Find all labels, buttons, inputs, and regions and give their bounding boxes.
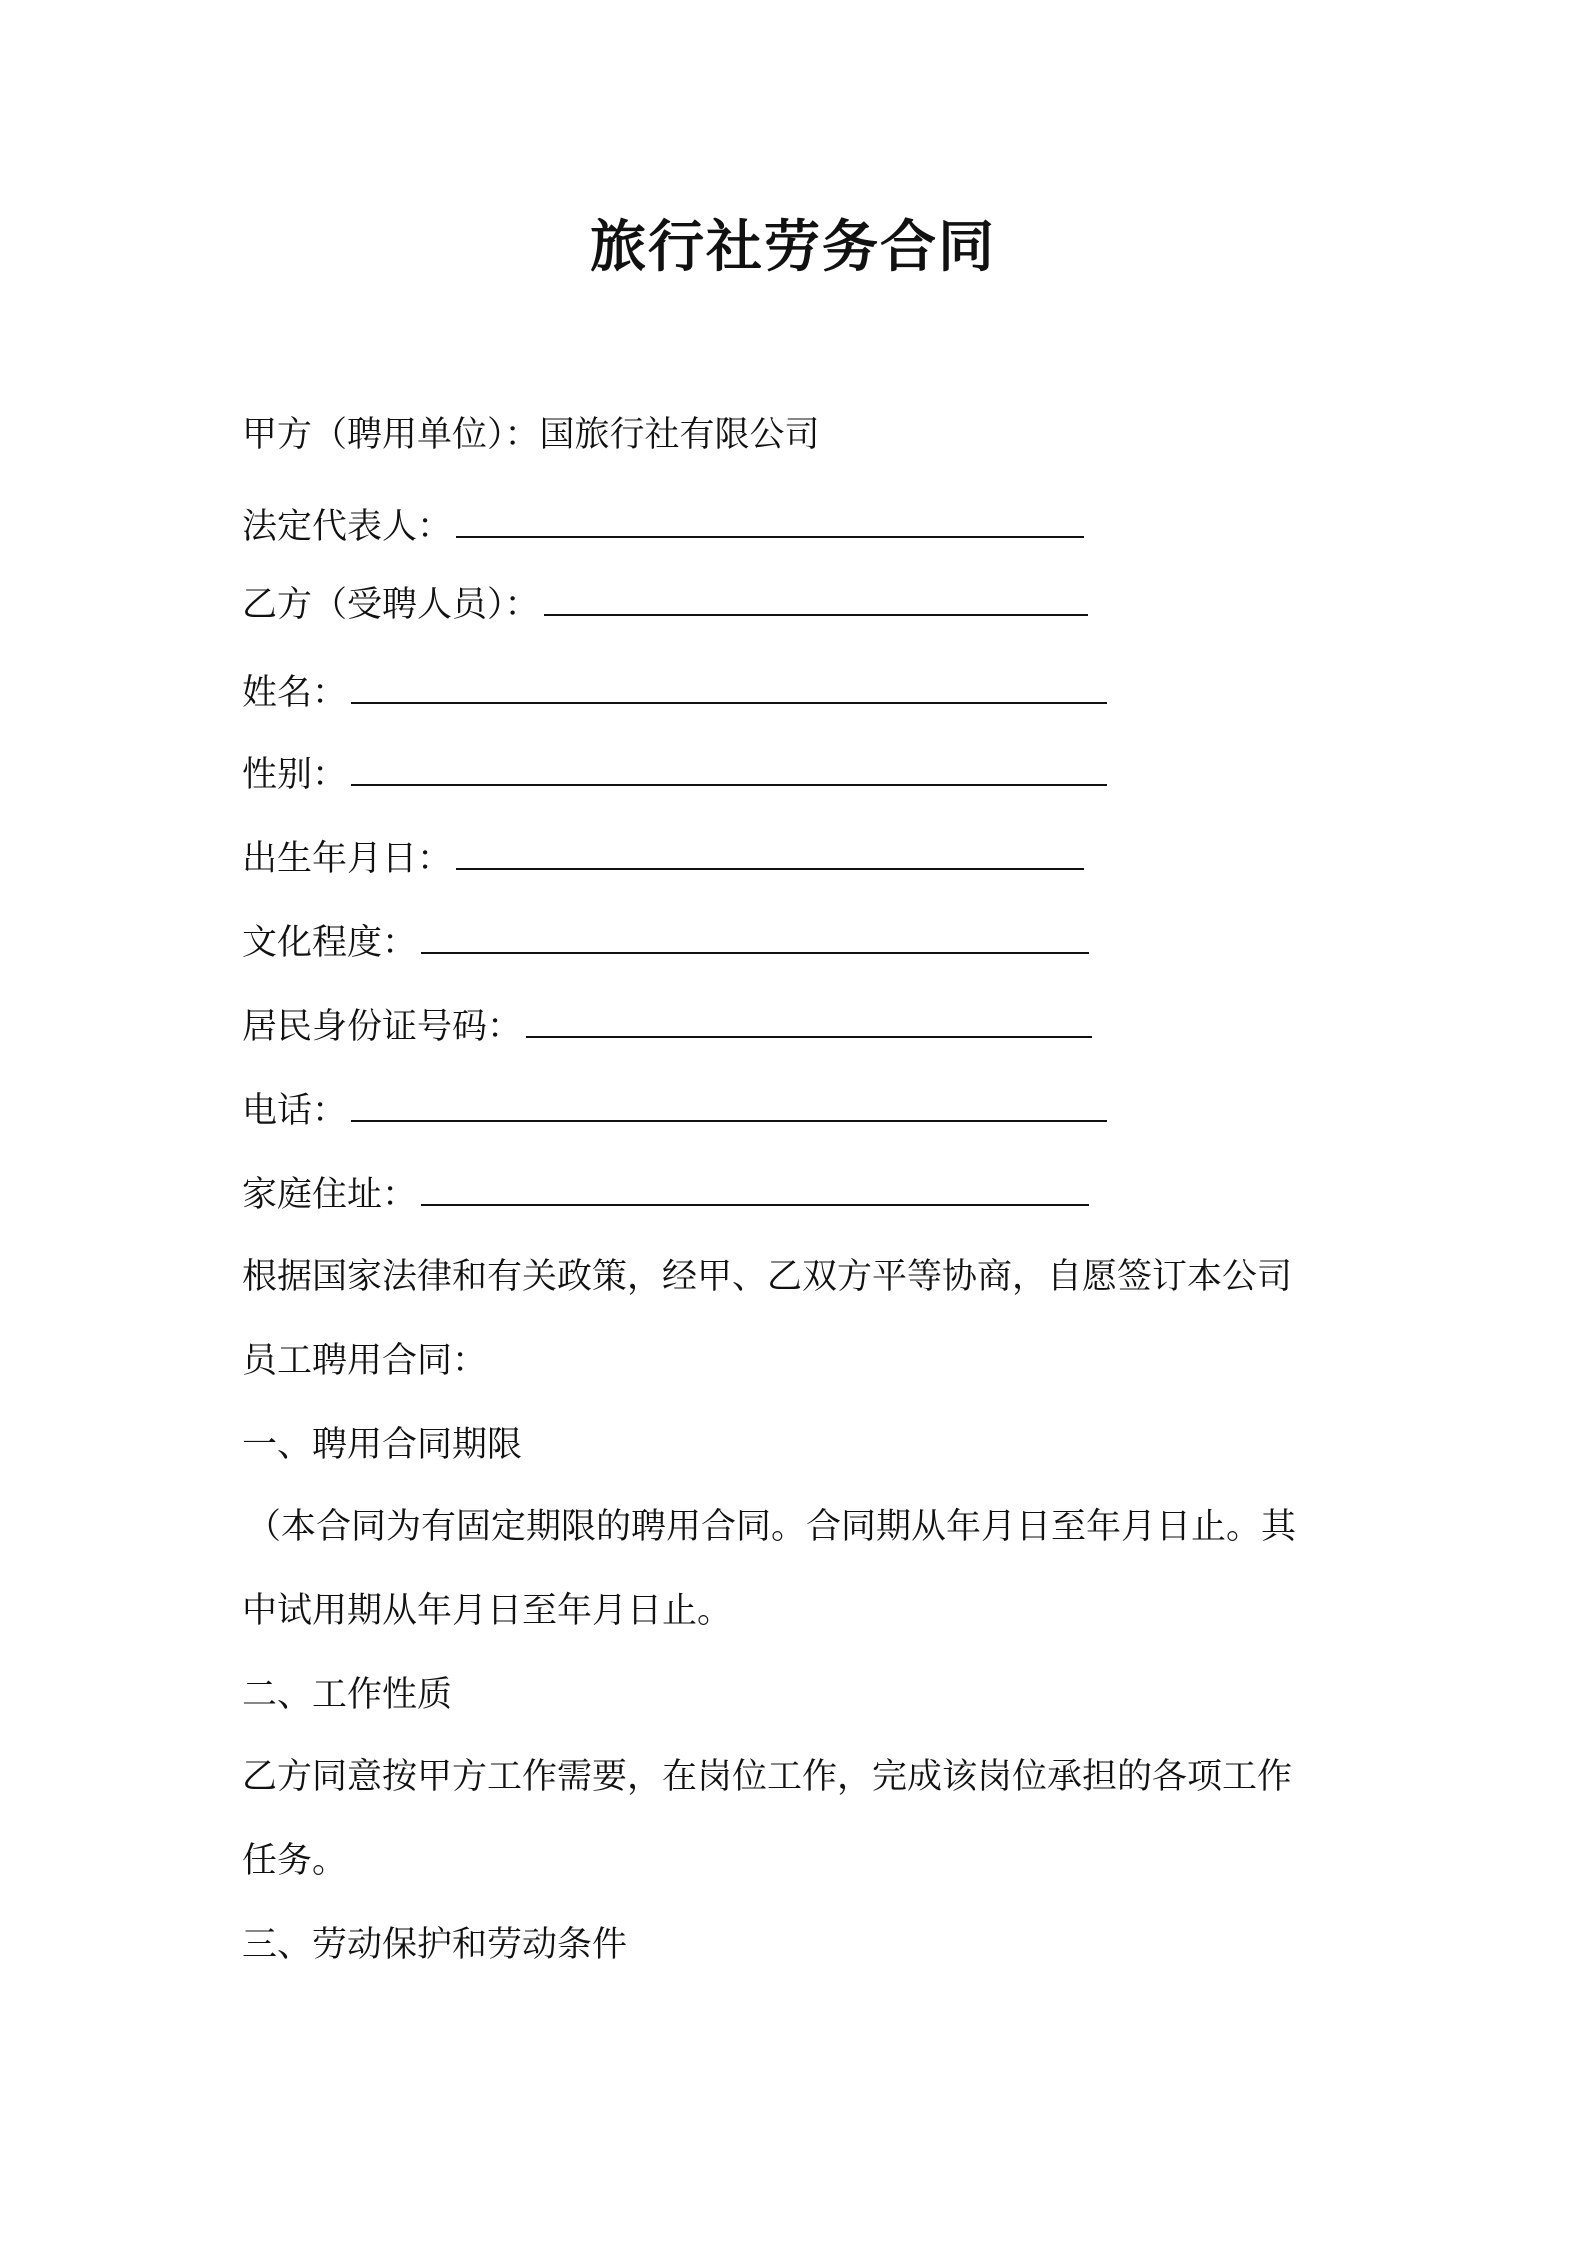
party-a-line: 甲方（聘用单位）：国旅行社有限公司: [242, 415, 820, 455]
document-title: 旅行社劳务合同: [590, 215, 996, 280]
field-education: [242, 918, 1089, 968]
section-1-paragraph-line-1: （本合同为有固定期限的聘用合同。合同期从年月日至年月日止。其: [246, 1507, 1297, 1547]
section-2-paragraph-line-2: 任务。: [242, 1841, 348, 1881]
section-1-paragraph-line-2: 中试用期从年月日至年月日止。: [242, 1591, 733, 1631]
field-label: 法定代表人：: [242, 507, 453, 547]
field-phone: [242, 1086, 1107, 1136]
fill-in-blank[interactable]: [544, 584, 1088, 616]
fill-in-blank[interactable]: [526, 1006, 1092, 1038]
section-2-paragraph-line-1: 乙方同意按甲方工作需要，在岗位工作，完成该岗位承担的各项工作: [242, 1757, 1293, 1797]
fill-in-blank[interactable]: [351, 1090, 1107, 1122]
fill-in-blank[interactable]: [456, 838, 1084, 870]
fill-in-blank[interactable]: [351, 754, 1107, 786]
intro-paragraph-line-1: 根据国家法律和有关政策，经甲、乙双方平等协商，自愿签订本公司: [242, 1257, 1293, 1297]
field-home-address: [242, 1170, 1089, 1220]
fill-in-blank[interactable]: [456, 506, 1084, 538]
section-1-heading: 一、聘用合同期限: [242, 1425, 523, 1465]
fill-in-blank[interactable]: [421, 922, 1089, 954]
field-label: 性别：: [242, 755, 348, 795]
field-party-b: [242, 580, 1088, 630]
field-label: 居民身份证号码：: [242, 1007, 523, 1047]
field-label: 文化程度：: [242, 923, 418, 963]
section-3-heading: 三、劳动保护和劳动条件: [242, 1925, 628, 1965]
fill-in-blank[interactable]: [351, 672, 1107, 704]
section-2-heading: 二、工作性质: [242, 1675, 453, 1715]
field-label: 乙方（受聘人员）：: [242, 585, 540, 625]
field-label: 姓名：: [242, 673, 348, 713]
field-gender: [242, 750, 1107, 800]
field-id-number: [242, 1002, 1092, 1052]
field-label: 家庭住址：: [242, 1175, 418, 1215]
field-label: 电话：: [242, 1091, 348, 1131]
intro-paragraph-line-2: 员工聘用合同：: [242, 1341, 488, 1381]
field-legal-representative: [242, 502, 1084, 552]
field-birth-date: [242, 834, 1084, 884]
fill-in-blank[interactable]: [421, 1174, 1089, 1206]
field-label: 出生年月日：: [242, 839, 453, 879]
field-name: [242, 668, 1107, 718]
